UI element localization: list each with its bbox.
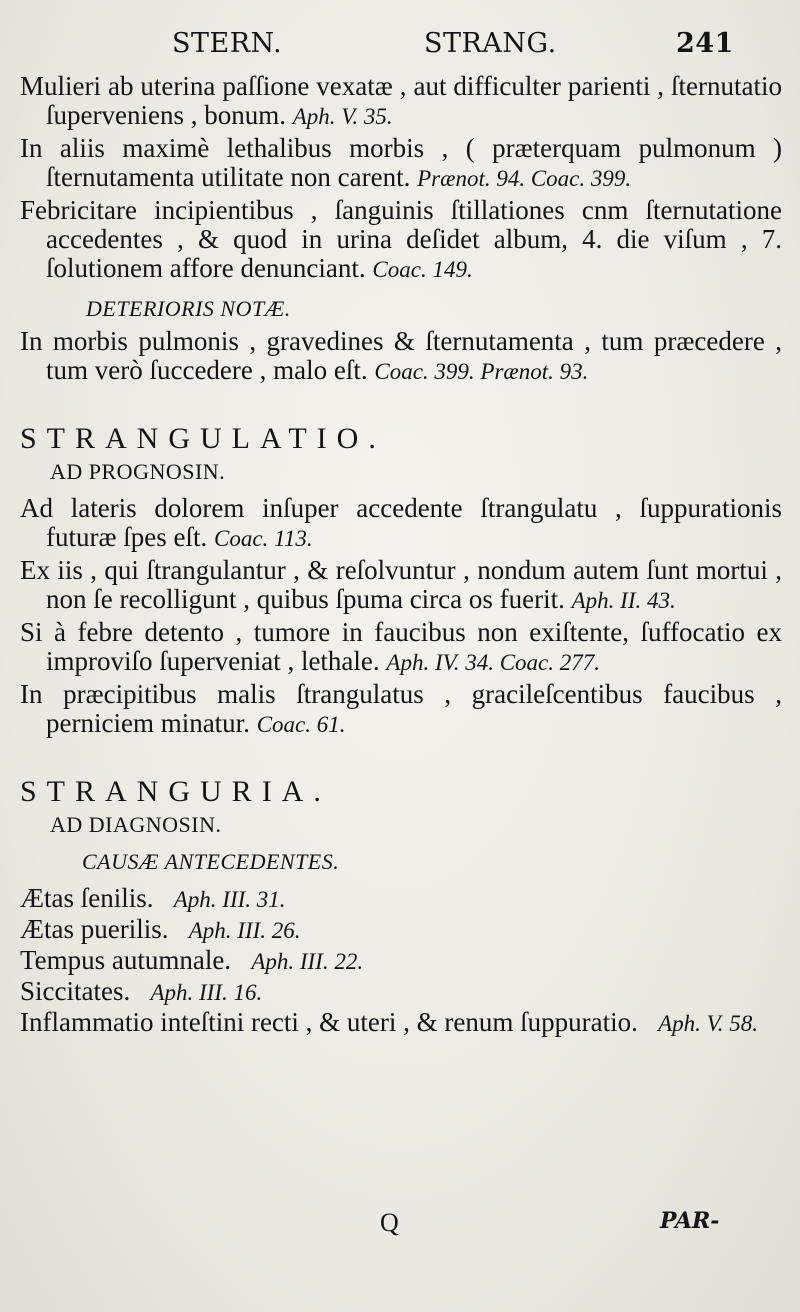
entry [20,134,782,193]
entry-text: Febricitare incipientibus , ſanguinis ſtillationes cnm ſternutatione accedentes , & quod in urina deſidet album, 4. die viſum , 7. ſolutionem affore denunciant. [20,195,782,283]
signature-mark: Q [380,1208,399,1237]
entry [20,556,782,615]
header-left: STERN. [172,28,283,59]
entry-reference: Coac. 149. [372,257,473,282]
entry-reference: Coac. 399. Prænot. 93. [374,359,589,384]
item-reference: Aph. V. 58. [658,1011,758,1036]
section-subheading: AD DIAGNOSIN. [50,812,222,837]
page-body [20,72,782,1039]
item-reference: Aph. III. 16. [150,980,263,1005]
entry-text: In morbis pulmonis , gravedines & ſternutamenta , tum præcedere , tum verò ſuccedere , malo eſt. [20,326,782,385]
list-item [20,1008,782,1038]
section-subheading: AD PROGNOSIN. [50,459,226,484]
running-header [0,28,800,68]
entry-text: Ex iis , qui ſtrangulantur , & reſolvuntur , nondum autem ſunt mortui , non ſe recolligunt , quibus ſpuma circa os fuerit. [20,555,782,614]
entry-text: In præcipitibus malis ſtrangulatus , gracileſcentibus faucibus , perniciem minatur. [20,679,782,738]
section-title-stranguria: STRANGURIA. [20,775,331,808]
section-title-strangulatio: STRANGULATIO. [20,422,386,455]
entry [20,680,782,739]
entry [20,196,782,284]
entry-text: Ad lateris dolorem inſuper accedente ſtrangulatu , ſuppurationis futuræ ſpes eſt. [20,493,782,552]
entry-text: In aliis maximè lethalibus morbis , ( præterquam pulmonum ) ſternutamenta utilitate non carent. [20,133,782,192]
entry-reference: Aph. II. 43. [571,588,676,613]
subheading-deterioris: DETERIORIS NOTÆ. [86,296,291,321]
entry-reference: Coac. 113. [213,526,313,551]
list-item [20,977,782,1007]
section-subheading-causes: CAUSÆ ANTECEDENTES. [82,849,340,874]
list-item [20,915,782,945]
item-reference: Aph. III. 22. [251,949,364,974]
entry [20,494,782,553]
entry [20,618,782,677]
list-item [20,946,782,976]
item-reference: Aph. III. 26. [188,918,301,943]
entry [20,327,782,386]
entry-reference: Aph. IV. 34. Coac. 277. [386,650,600,675]
entry [20,72,782,131]
item-text: Ætas ſenilis. [20,883,154,913]
item-text: Tempus autumnale. [20,945,232,975]
entry-text: Si à febre detento , tumore in faucibus non exiſtente, ſuffocatio ex improviſo ſuperveniat , lethale. [20,617,782,676]
page-footer [0,1208,800,1248]
item-reference: Aph. III. 31. [173,887,286,912]
item-text: Inflammatio inteſtini recti , & uteri , & renum ſuppuratio. [20,1007,638,1037]
entry-reference: Coac. 61. [256,712,346,737]
catchword: PAR- [660,1208,720,1234]
entry-reference: Aph. V. 35. [292,104,393,129]
list-item [20,884,782,914]
sternutatio-entries [20,72,782,284]
entry-text: Mulieri ab uterina paſſione vexatæ , aut difficulter parienti , ſternutatio ſuperveniens , bonum. [20,71,782,130]
item-text: Siccitates. [20,976,131,1006]
entry-reference: Prænot. 94. Coac. 399. [417,166,632,191]
item-text: Ætas puerilis. [20,914,169,944]
page-number: 241 [676,28,734,59]
header-middle: STRANG. [424,28,557,59]
